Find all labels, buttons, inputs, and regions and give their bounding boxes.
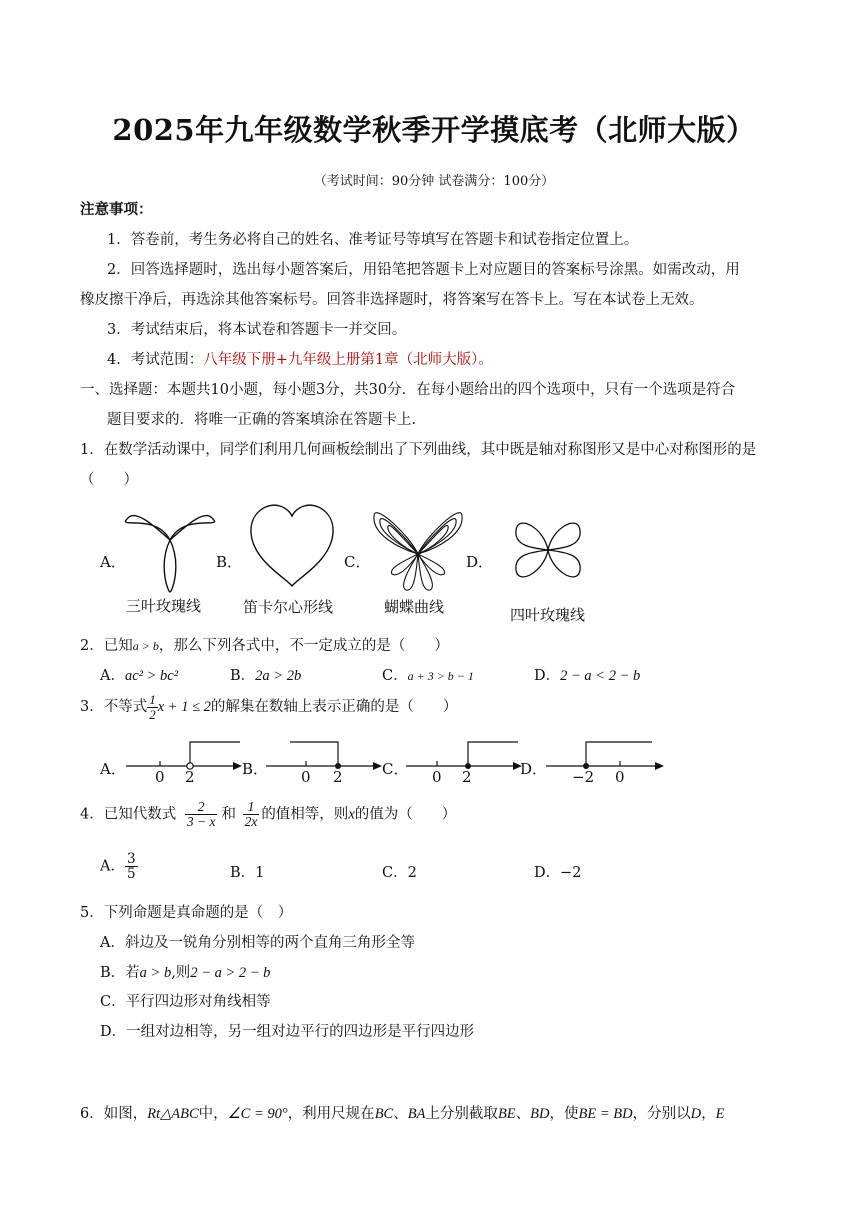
exam-info: （考试时间：90分钟 试卷满分：100分） — [313, 174, 555, 189]
butterfly-curve-figure — [370, 500, 466, 594]
q6-seg-be: BE — [497, 1106, 516, 1122]
q6-text-5: 上分别截取 — [425, 1106, 498, 1122]
q5-option-a: A．斜边及一锐角分别相等的两个直角三角形全等 — [100, 935, 415, 951]
q3-fraction — [147, 693, 158, 721]
caption-three-leaf-rose: 三叶玫瑰线 — [126, 597, 202, 615]
q2-condition: a > b — [132, 639, 159, 653]
q4-stem — [80, 800, 456, 829]
q3-c-tick-0: 0 — [432, 768, 442, 786]
section-heading: 一、选择题：本题共10小题，每小题3分，共30分．在每小题给出的四个选项中，只有一个选项是符合 — [80, 382, 736, 398]
q2-option-d-expr: 2 − a < 2 − b — [560, 668, 641, 684]
q4-prefix: 4．已知代数式 — [80, 806, 177, 823]
q6-text-1: 6．如图， — [80, 1106, 148, 1122]
q3-frac-num: 1 — [149, 692, 156, 707]
q6-text-2: 中， — [198, 1106, 228, 1122]
q3-option-b-label: B． — [242, 760, 269, 778]
q4-option-c-value: 2 — [407, 865, 417, 881]
q2-option-d-label: D． — [534, 668, 561, 684]
q4-option-b-label: B． — [230, 865, 256, 881]
caption-butterfly-curve: 蝴蝶曲线 — [384, 598, 445, 616]
q5-b-cond: a > b — [139, 965, 172, 981]
q4-var: x — [348, 806, 355, 823]
q4-optA-num: 3 — [126, 851, 136, 867]
q6-text-7: ，使 — [549, 1106, 579, 1122]
q6-point-e: E — [715, 1106, 725, 1122]
q6-text-8: ，分别以 — [632, 1106, 691, 1122]
q6-equation: BE = BD — [578, 1106, 633, 1122]
q4-optA-den: 5 — [126, 866, 136, 883]
q3-suffix: 的解集在数轴上表示正确的是（ ） — [210, 699, 458, 716]
q5-option-d: D．一组对边相等，另一组对边平行的四边形是平行四边形 — [100, 1024, 475, 1040]
q4-option-d — [534, 861, 582, 882]
q2-option-a-label: A． — [100, 668, 125, 684]
q4-f2-num: 1 — [243, 800, 260, 815]
q2-option-a-expr: ac² > bc² — [124, 668, 179, 684]
q6-text-4: 、 — [393, 1106, 408, 1122]
caption-cardioid: 笛卡尔心形线 — [243, 598, 334, 616]
q3-d-tick-0: 0 — [615, 768, 625, 786]
q3-a-tick-0: 0 — [155, 768, 165, 786]
q3-number-line-a — [124, 738, 244, 782]
q4-f1-num: 2 — [185, 800, 218, 815]
q1-option-c-label: C． — [344, 553, 371, 571]
q2-option-c — [382, 664, 474, 685]
q3-expr: x + 1 ≤ 2 — [157, 699, 211, 716]
notice-item-3: 3．考试结束后，将本试卷和答题卡一并交回。 — [107, 322, 407, 338]
q6-stem — [80, 1102, 724, 1123]
q6-point-d: D — [690, 1106, 702, 1122]
q3-option-a-label: A． — [100, 760, 126, 778]
q3-stem — [80, 693, 457, 721]
q2-option-c-label: C． — [382, 668, 408, 684]
notice-heading: 注意事项： — [80, 201, 153, 218]
q3-d-tick-neg2: −2 — [572, 768, 595, 786]
q6-angle: ∠C = 90° — [227, 1106, 288, 1122]
q2-stem — [80, 634, 449, 655]
q2-option-b-label: B． — [230, 668, 256, 684]
notice-item-4-prefix: 4．考试范围： — [107, 352, 204, 368]
q6-seg-bc: BC — [374, 1106, 394, 1122]
notice-item-2: 2．回答选择题时，选出每小题答案后，用铅笔把答题卡上对应题目的答案标号涂黑。如需改动，用 — [107, 262, 740, 278]
q4-suffix1: 的值相等，则 — [261, 806, 349, 823]
caption-four-leaf-rose: 四叶玫瑰线 — [510, 606, 586, 624]
page-title: 2025年九年级数学秋季开学摸底考（北师大版） — [112, 113, 756, 147]
q5-b-expr: 2 − a > 2 − b — [190, 965, 271, 981]
q4-fraction-1 — [185, 800, 218, 829]
q4-option-d-value: −2 — [560, 865, 582, 881]
three-leaf-rose-figure — [120, 498, 220, 598]
q2-option-a — [100, 664, 178, 685]
q2-option-d — [534, 664, 640, 685]
q1-option-a-label: A． — [100, 553, 126, 571]
q3-b-tick-0: 0 — [301, 768, 311, 786]
q5-b-mid: ,则 — [171, 965, 191, 981]
q3-a-tick-2: 2 — [185, 768, 195, 786]
q2-prefix: 2．已知 — [80, 638, 133, 654]
q2-suffix: ，那么下列各式中，不一定成立的是（ ） — [158, 638, 449, 654]
section-heading-cont: 题目要求的．将唯一正确的答案填涂在答题卡上. — [107, 412, 417, 428]
q3-number-line-d — [544, 738, 668, 782]
q1-paren: （ ） — [80, 472, 138, 488]
q3-c-tick-2: 2 — [462, 768, 472, 786]
q4-fraction-2 — [243, 800, 260, 829]
q6-text-6: 、 — [515, 1106, 531, 1122]
q3-b-tick-2: 2 — [333, 768, 343, 786]
q5-option-c: C．平行四边形对角线相等 — [100, 994, 271, 1010]
q6-triangle: Rt△ABC — [147, 1106, 199, 1122]
notice-item-4 — [107, 348, 493, 369]
q3-prefix: 3．不等式 — [80, 699, 148, 716]
q1-stem: 1．在数学活动课中，同学们利用几何画板绘制出了下列曲线，其中既是轴对称图形又是中心对称图形的是 — [80, 442, 757, 458]
notice-item-1: 1．答卷前，考生务必将自己的姓名、准考证号等填写在答题卡和试卷指定位置上。 — [107, 232, 639, 248]
cardioid-figure — [246, 500, 338, 588]
q4-f1-den: 3 − x — [186, 814, 216, 830]
q5-b-prefix: B．若 — [100, 965, 140, 981]
q4-option-c — [382, 861, 417, 882]
q1-option-d-label: D． — [466, 553, 494, 571]
q4-option-b — [230, 861, 264, 882]
q3-option-c-label: C． — [382, 760, 409, 778]
q2-option-b-expr: 2a > 2b — [255, 668, 302, 684]
q3-frac-den: 2 — [149, 706, 156, 722]
q2-option-c-expr: a + 3 > b − 1 — [407, 669, 474, 683]
q6-seg-bd: BD — [530, 1106, 550, 1122]
q5-stem: 5．下列命题是真命题的是（ ） — [80, 905, 293, 921]
q4-option-c-label: C． — [382, 865, 408, 881]
q4-option-a-fraction — [125, 852, 138, 881]
q4-option-d-label: D． — [534, 865, 561, 881]
q3-option-d-label: D． — [520, 760, 548, 778]
q4-option-b-value: 1 — [255, 865, 265, 881]
q6-seg-ba: BA — [407, 1106, 426, 1122]
q5-option-b — [100, 961, 270, 982]
four-leaf-rose-figure — [508, 510, 588, 590]
q4-suffix2: 的值为（ ） — [354, 806, 457, 823]
q6-text-3: ，利用尺规在 — [287, 1106, 375, 1122]
exam-scope: 八年级下册+九年级上册第1章（北师大版）。 — [203, 352, 493, 368]
q2-option-b — [230, 664, 301, 685]
notice-item-2-cont: 橡皮擦干净后，再选涂其他答案标号。回答非选择题时，将答案写在答卡上。写在本试卷上无效。 — [80, 292, 704, 308]
q4-option-a — [100, 852, 138, 881]
q4-mid: 和 — [221, 806, 236, 823]
q3-number-line-b — [264, 738, 384, 782]
q1-option-b-label: B． — [216, 553, 243, 571]
q6-text-9: ， — [701, 1106, 716, 1122]
q4-f2-den: 2x — [244, 814, 258, 830]
q4-option-a-label: A． — [100, 858, 125, 875]
